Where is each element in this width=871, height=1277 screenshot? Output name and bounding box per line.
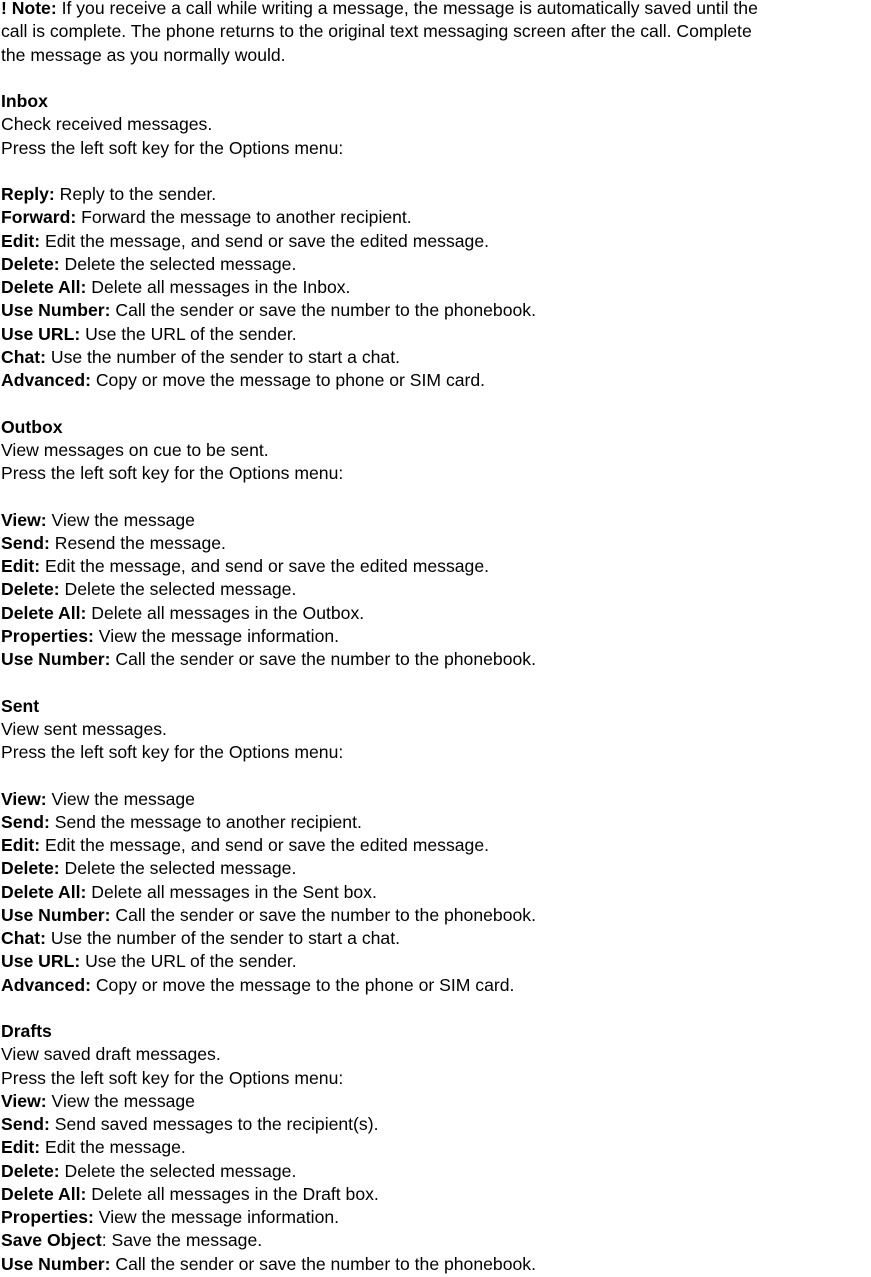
option-label: Use Number: bbox=[1, 1253, 111, 1274]
option-text: Delete the selected message. bbox=[59, 858, 297, 879]
option-label: Send: bbox=[1, 532, 50, 553]
option-label: Delete: bbox=[1, 1160, 60, 1181]
option-label: Edit: bbox=[1, 1137, 41, 1158]
option-item bbox=[1, 1183, 871, 1206]
option-label: Use Number: bbox=[1, 904, 111, 925]
option-item bbox=[1, 206, 871, 229]
option-label: Delete All: bbox=[1, 1183, 87, 1204]
option-item bbox=[1, 230, 871, 253]
option-item bbox=[1, 857, 871, 880]
option-item bbox=[1, 253, 871, 276]
option-item bbox=[1, 555, 871, 578]
option-label: Edit: bbox=[1, 556, 41, 576]
option-text: Use the number of the sender to start a chat. bbox=[45, 346, 400, 367]
note-block bbox=[1, 0, 871, 67]
option-item bbox=[1, 276, 871, 299]
option-text: View the message information. bbox=[93, 625, 340, 646]
section-heading: Inbox bbox=[1, 91, 48, 111]
option-item bbox=[1, 602, 871, 625]
section-drafts bbox=[1, 1020, 871, 1276]
option-text: Send the message to another recipient. bbox=[49, 811, 362, 832]
option-text: Delete the selected message. bbox=[59, 1160, 297, 1181]
option-item bbox=[1, 1160, 871, 1183]
option-label: Edit: bbox=[1, 835, 41, 855]
section-description: Check received messages. bbox=[1, 114, 213, 135]
option-label: View: bbox=[1, 509, 47, 530]
option-text: View the message bbox=[46, 1090, 195, 1111]
option-label: Use Number: bbox=[1, 649, 111, 669]
option-item bbox=[1, 811, 871, 834]
option-label: Delete All: bbox=[1, 602, 87, 623]
option-item bbox=[1, 1206, 871, 1229]
section-heading: Sent bbox=[1, 695, 40, 716]
option-label: Properties: bbox=[1, 1207, 94, 1227]
section-instruction: Press the left soft key for the Options menu: bbox=[1, 463, 344, 483]
option-text: Use the URL of the sender. bbox=[80, 951, 297, 972]
option-text: View the message information. bbox=[93, 1207, 340, 1227]
option-label: Reply: bbox=[1, 184, 55, 204]
option-text: Copy or move the message to the phone or SIM card. bbox=[90, 974, 515, 995]
option-item bbox=[1, 299, 871, 322]
option-item bbox=[1, 532, 871, 555]
option-label: View: bbox=[1, 1090, 47, 1111]
option-item bbox=[1, 881, 871, 904]
section-description: View sent messages. bbox=[1, 718, 167, 739]
option-text: Send saved messages to the recipient(s). bbox=[49, 1114, 379, 1134]
spacer bbox=[1, 485, 871, 508]
option-text: Resend the message. bbox=[49, 532, 226, 553]
spacer bbox=[1, 997, 871, 1020]
section-description: View saved draft messages. bbox=[1, 1044, 221, 1065]
note-line: call is complete. The phone returns to the original text messaging screen after the call. Complete bbox=[1, 21, 752, 42]
option-item bbox=[1, 950, 871, 973]
option-item bbox=[1, 183, 871, 206]
options-list bbox=[1, 183, 871, 392]
section-description: View messages on cue to be sent. bbox=[1, 439, 269, 460]
option-text: Delete all messages in the Sent box. bbox=[86, 881, 377, 902]
option-label: Delete: bbox=[1, 253, 60, 274]
option-text: View the message bbox=[46, 788, 195, 809]
option-label: Send: bbox=[1, 811, 50, 832]
option-text: Use the URL of the sender. bbox=[80, 323, 297, 344]
option-text: Delete the selected message. bbox=[59, 579, 297, 600]
option-text: Forward the message to another recipient. bbox=[76, 207, 412, 228]
option-item bbox=[1, 578, 871, 601]
section-instruction: Press the left soft key for the Options menu: bbox=[1, 742, 344, 762]
option-item bbox=[1, 1090, 871, 1113]
spacer bbox=[1, 671, 871, 694]
option-item bbox=[1, 1229, 871, 1252]
option-item bbox=[1, 369, 871, 392]
option-item bbox=[1, 625, 871, 648]
option-item bbox=[1, 1136, 871, 1159]
section-heading: Drafts bbox=[1, 1021, 52, 1041]
option-label: Edit: bbox=[1, 230, 41, 251]
section-heading: Outbox bbox=[1, 416, 63, 437]
option-text: Copy or move the message to phone or SIM card. bbox=[90, 370, 486, 390]
option-label: View: bbox=[1, 788, 47, 809]
option-label: Chat: bbox=[1, 928, 46, 948]
option-label: Delete: bbox=[1, 858, 60, 879]
note-label: ! Note: bbox=[1, 0, 57, 18]
section-outbox bbox=[1, 416, 871, 672]
option-text: Use the number of the sender to start a chat. bbox=[45, 928, 400, 948]
option-text: Call the sender or save the number to the phonebook. bbox=[110, 1253, 536, 1274]
option-text: View the message bbox=[46, 509, 195, 530]
option-text: Delete all messages in the Draft box. bbox=[86, 1183, 379, 1204]
option-label: Advanced: bbox=[1, 974, 91, 995]
section-instruction: Press the left soft key for the Options menu: bbox=[1, 1067, 344, 1088]
option-label: Delete All: bbox=[1, 277, 87, 297]
option-label: Use URL: bbox=[1, 323, 81, 344]
spacer bbox=[1, 392, 871, 415]
option-text: Edit the message. bbox=[40, 1137, 186, 1158]
option-label: Delete All: bbox=[1, 881, 87, 902]
option-item bbox=[1, 1113, 871, 1136]
option-item bbox=[1, 927, 871, 950]
option-label: Properties: bbox=[1, 625, 94, 646]
option-label: Use URL: bbox=[1, 951, 81, 972]
option-item bbox=[1, 323, 871, 346]
section-inbox bbox=[1, 90, 871, 392]
option-text: Delete all messages in the Inbox. bbox=[86, 277, 351, 297]
option-label: Chat: bbox=[1, 346, 46, 367]
option-item bbox=[1, 974, 871, 997]
option-item bbox=[1, 648, 871, 671]
option-text: Call the sender or save the number to the phonebook. bbox=[110, 904, 536, 925]
option-text: Edit the message, and send or save the edited message. bbox=[40, 556, 490, 576]
option-item bbox=[1, 1253, 871, 1276]
option-text: Call the sender or save the number to the phonebook. bbox=[110, 300, 536, 321]
option-item bbox=[1, 788, 871, 811]
option-label: Send: bbox=[1, 1114, 50, 1134]
options-list bbox=[1, 788, 871, 997]
option-text: Reply to the sender. bbox=[54, 184, 217, 204]
option-item bbox=[1, 834, 871, 857]
option-label: Delete: bbox=[1, 579, 60, 600]
note-line: the message as you normally would. bbox=[1, 44, 286, 65]
option-text: Delete the selected message. bbox=[59, 253, 297, 274]
option-item bbox=[1, 346, 871, 369]
note-line: ! Note: If you receive a call while writing a message, the message is automatically saved until the bbox=[1, 0, 758, 18]
option-text: : Save the message. bbox=[101, 1230, 263, 1251]
option-text: Call the sender or save the number to the phonebook. bbox=[110, 649, 536, 669]
option-label: Forward: bbox=[1, 207, 77, 228]
options-list bbox=[1, 509, 871, 672]
section-instruction: Press the left soft key for the Options menu: bbox=[1, 137, 344, 158]
option-label: Save Object bbox=[1, 1230, 102, 1251]
options-list bbox=[1, 1090, 871, 1276]
spacer bbox=[1, 160, 871, 183]
spacer bbox=[1, 67, 871, 90]
option-label: Advanced: bbox=[1, 370, 91, 390]
spacer bbox=[1, 764, 871, 787]
option-text: Delete all messages in the Outbox. bbox=[86, 602, 365, 623]
option-item bbox=[1, 904, 871, 927]
option-label: Use Number: bbox=[1, 300, 111, 321]
option-text: Edit the message, and send or save the edited message. bbox=[40, 835, 490, 855]
option-text: Edit the message, and send or save the edited message. bbox=[40, 230, 490, 251]
option-item bbox=[1, 509, 871, 532]
section-sent bbox=[1, 695, 871, 997]
